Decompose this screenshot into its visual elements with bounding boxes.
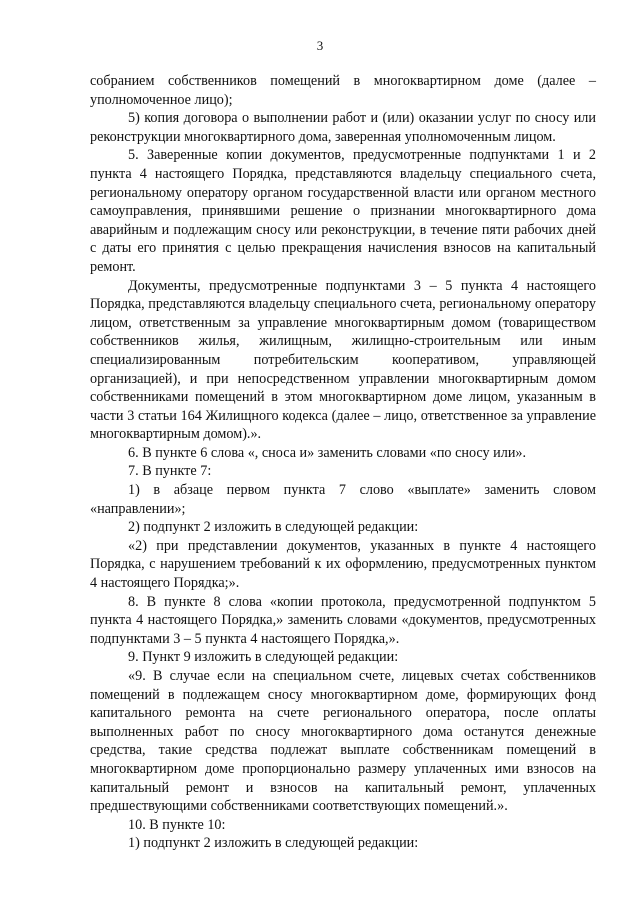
paragraph-documents-3-5: Документы, предусмотренные подпунктами 3 – 5 пункта 4 настоящего Порядка, представляются владельцу специального счета, региональному оператору лицом, ответственным за управление многоквартирным домом (товариществом собственников жилья, жилищным, жилищно-строительным или иным специализированным потребительским кооперативом, управляющей организацией), и при непосредственном управлении многоквартирным домом собственниками помещений в этом многоквартирном доме лицом, указанным в части 3 статьи 164 Жилищного кодекса (далее – лицо, ответственное за управление многоквартирным домом).».	[90, 277, 596, 443]
paragraph-point-5: 5. Заверенные копии документов, предусмотренные подпунктами 1 и 2 пункта 4 настоящего Порядка, представляются владельцу специального счета, региональному оператору органом государственной власти или органом местного самоуправления, принявшими решение о признании многоквартирного дома аварийным и подлежащим сносу или реконструкции, в течение пяти рабочих дней с даты его принятия с целью прекращения начисления взносов на капитальный ремонт.	[90, 147, 596, 275]
paragraph-point-7-sub-1: 1) в абзаце первом пункта 7 слово «выплате» заменить словом «направлении»;	[90, 482, 596, 517]
paragraph-point-7-sub-2: 2) подпункт 2 изложить в следующей редакции:	[128, 519, 419, 536]
paragraph-point-10: 10. В пункте 10:	[128, 816, 226, 833]
page-number: 3	[316, 38, 324, 53]
paragraph-item-5-copy-contract: 5) копия договора о выполнении работ и (или) оказании услуг по сносу или реконструкции многоквартирного дома, заверенная уполномоченным лицом.	[90, 110, 596, 145]
paragraph-point-8: 8. В пункте 8 слова «копии протокола, предусмотренной подпунктом 5 пункта 4 настоящего Порядка,» заменить словами «документов, предусмотренных подпунктами 3 – 5 пункта 4 настоящего Порядка,».	[90, 593, 596, 647]
paragraph-continuation: собранием собственников помещений в многоквартирном доме (далее – уполномоченное лицо);	[90, 73, 596, 108]
document-body	[90, 72, 596, 853]
paragraph-point-6: 6. В пункте 6 слова «, сноса и» заменить словами «по сносу или».	[128, 444, 527, 461]
paragraph-point-9: 9. Пункт 9 изложить в следующей редакции:	[128, 649, 399, 666]
paragraph-point-9-text: «9. В случае если на специальном счете, лицевых счетах собственников помещений в подлежащем сносу многоквартирном доме, формирующих фонд капитального ремонта на счете регионального оператора, после оплаты выполненных работ по сносу многоквартирного дома останутся денежные средства, такие средства подлежат выплате собственникам помещений в многоквартирном доме пропорционально размеру уплаченных ими взносов на капитальный ремонт и взносов на капитальный ремонт, уплаченных предшествующими собственниками соответствующих помещений.».	[90, 668, 596, 815]
paragraph-point-7: 7. В пункте 7:	[128, 463, 212, 480]
paragraph-point-7-sub-2-text: «2) при представлении документов, указанных в пункте 4 настоящего Порядка, с нарушением требований к их оформлению, предусмотренных пунктом 4 настоящего Порядка;».	[90, 537, 596, 592]
paragraph-point-10-sub-1: 1) подпункт 2 изложить в следующей редакции:	[128, 835, 419, 852]
